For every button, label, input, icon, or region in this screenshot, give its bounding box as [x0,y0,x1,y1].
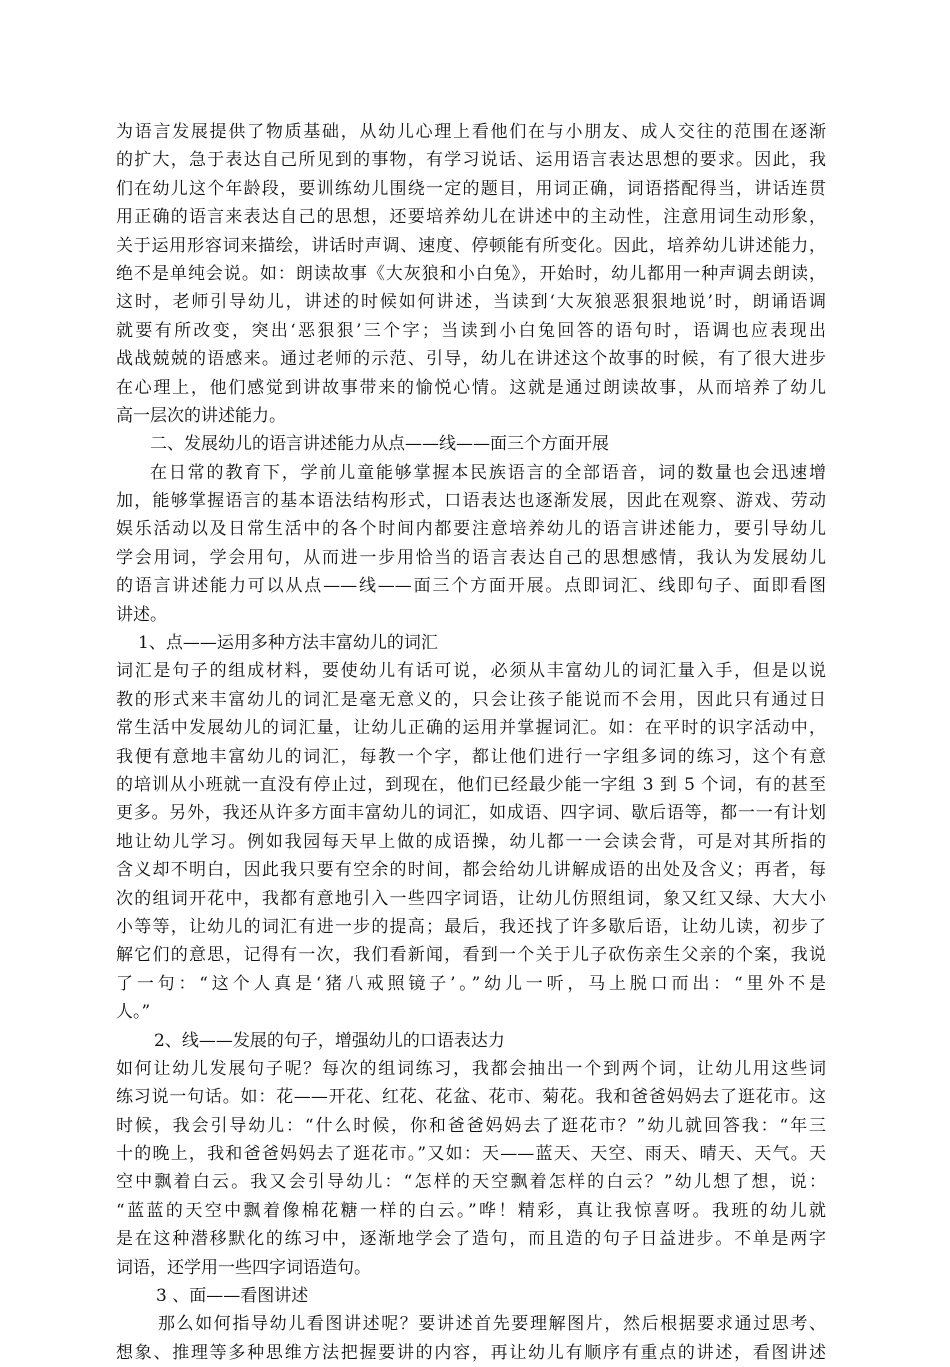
paragraph-line: 用正确的语言来表达自己的思想，还要培养幼儿在讲述中的主动性，注意用词生动形象， [116,207,826,228]
paragraph-line: 是在这种潜移默化的练习中，逐渐地学会了造句，而且造的句子日益进步。不单是两字 [116,1229,826,1250]
subsection-heading: 2、线——发展的句子，增强幼儿的口语表达力 [154,1030,505,1051]
paragraph-line: 教的形式来丰富幼儿的词汇是毫无意义的，只会让孩子能说而不会用，因此只有通过日 [116,689,826,710]
paragraph-line: 更多。另外，我还从许多方面丰富幼儿的词汇，如成语、四字词、歇后语等，都一一有计划 [116,803,826,824]
paragraph-line: 练习说一句话。如：花——开花、红花、花盆、花市、菊花。我和爸爸妈妈去了逛花市。这 [116,1087,826,1108]
paragraph-line: 们在幼儿这个年龄段，要训练幼儿围绕一定的题目，用词正确，词语搭配得当，讲话连贯 [116,178,826,199]
paragraph-line: 含义却不明白，因此我只要有空余的时间，都会给幼儿讲解成语的出处及含义；再者，每 [116,860,826,881]
paragraph-line: 我便有意地丰富幼儿的词汇，每教一个字，都让他们进行一字组多词的练习，这个有意 [116,746,826,767]
paragraph-line: 那么如何指导幼儿看图讲述呢？要讲述首先要理解图片，然后根据要求通过思考、 [158,1314,826,1335]
paragraph-line: 如何让幼儿发展句子呢？每次的组词练习，我都会抽出一个到两个词，让幼儿用这些词 [116,1058,826,1079]
paragraph-line: 词汇是句子的组成材料，要使幼儿有话可说，必须从丰富幼儿的词汇量入手，但是以说 [116,661,826,682]
section-heading: 二、发展幼儿的语言讲述能力从点——线——面三个方面开展 [150,434,609,455]
paragraph-line: 关于运用形容词来描绘，讲话时声调、速度、停顿能有所变化。因此，培养幼儿讲述能力， [116,235,826,256]
paragraph-line: 战战兢兢的语感来。通过老师的示范、引导，幼儿在讲述这个故事的时候，有了很大进步 [116,349,826,370]
paragraph-line: 小等等，让幼儿的词汇有进一步的提高；最后，我还找了许多歇后语，让幼儿读，初步了 [116,916,826,937]
paragraph-line: “蓝蓝的天空中飘着像棉花糖一样的白云。”哗！精彩，真让我惊喜呀。我班的幼儿就 [116,1200,826,1221]
paragraph-line: 高一层次的讲述能力。 [116,405,286,426]
paragraph-line: 的语言讲述能力可以从点——线——面三个方面开展。点即词汇、线即句子、面即看图 [116,576,826,597]
paragraph-line: 讲述。 [116,604,167,625]
paragraph-line: 解它们的意思，记得有一次，我们看新闻，看到一个关于儿子砍伤亲生父亲的个案，我说 [116,945,826,966]
paragraph-line: 为语言发展提供了物质基础，从幼儿心理上看他们在与小朋友、成人交往的范围在逐渐 [116,122,826,142]
paragraph-line: 了一句：“这个人真是‘猪八戒照镜子’。”幼儿一听，马上脱口而出：“里外不是 [116,973,826,994]
paragraph-line: 就要有所改变，突出‘恶狠狠’三个字；当读到小白兔回答的语句时，语调也应表现出 [116,320,826,341]
paragraph-line: 在心理上，他们感觉到讲故事带来的愉悦心情。这就是通过朗读故事，从而培养了幼儿 [116,377,826,398]
paragraph-line: 的扩大，急于表达自己所见到的事物，有学习说话、运用语言表达思想的要求。因此，我 [116,150,826,171]
paragraph-line: 时候，我会引导幼儿：“什么时候，你和爸爸妈妈去了逛花市？”幼儿就回答我：“年三 [116,1115,826,1136]
paragraph-line: 十的晚上，我和爸爸妈妈去了逛花市。”又如：天——蓝天、天空、雨天、晴天、天气。天 [116,1144,826,1165]
paragraph-line: 词语，还学用一些四字词语造句。 [116,1257,371,1278]
document-body [116,118,826,1367]
paragraph-line: 次的组词开花中，我都有意地引入一些四字词语，让幼儿仿照组词，象又红又绿、大大小 [116,888,826,909]
paragraph-line: 加，能够掌握语言的基本语法结构形式，口语表达也逐渐发展，因此在观察、游戏、劳动 [116,491,826,512]
paragraph-line: 的培训从小班就一直没有停止过，到现在，他们已经最少能一字组 3 到 5 个词，有的甚至 [116,774,826,795]
paragraph-line: 地让幼儿学习。例如我园每天早上做的成语操，幼儿都一一会读会背，可是对其所指的 [116,831,826,852]
paragraph-line: 学会用词，学会用句，从而进一步用恰当的语言表达自己的思想感情，我认为发展幼儿 [116,547,826,568]
paragraph-line: 这时，老师引导幼儿，讲述的时候如何讲述，当读到‘大灰狼恶狠狠地说’时，朗诵语调 [116,292,826,313]
paragraph-line: 人。” [116,1002,151,1023]
paragraph-line: 绝不是单纯会说。如：朗读故事《大灰狼和小白兔》，开始时，幼儿都用一种声调去朗读， [116,263,826,284]
paragraph-line: 娱乐活动以及日常生活中的各个时间内都要注意培养幼儿的语言讲述能力，要引导幼儿 [116,519,826,540]
paragraph-line: 常生活中发展幼儿的词汇量，让幼儿正确的运用并掌握词汇。如：在平时的识字活动中， [116,718,826,739]
subsection-heading: 1、点——运用多种方法丰富幼儿的词汇 [138,633,438,654]
paragraph-line: 空中飘着白云。我又会引导幼儿：“怎样的天空飘着怎样的白云？”幼儿想了想，说： [116,1172,826,1193]
paragraph-line: 想象、推理等多种思维方法把握要讲的内容，再让幼儿有顺序有重点的讲述，看图讲述 [116,1342,826,1363]
paragraph-line: 在日常的教育下，学前儿童能够掌握本民族语言的全部语音，词的数量也会迅速增 [150,462,826,483]
subsection-heading: 3 、面——看图讲述 [156,1286,309,1307]
